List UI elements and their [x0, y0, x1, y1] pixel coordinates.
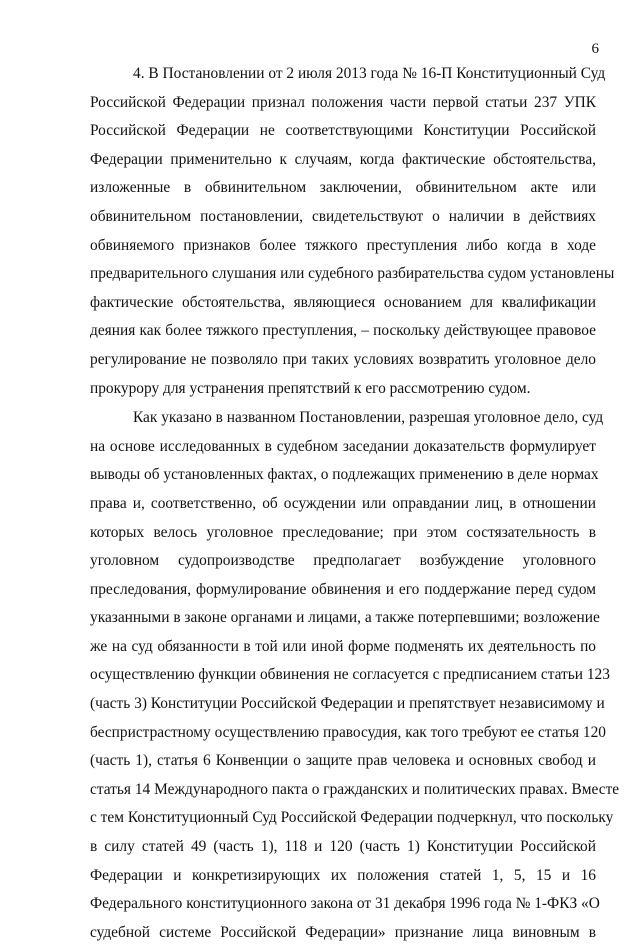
- paragraph-line: предварительного слушания или судебного разбирательства судом установлены: [90, 265, 615, 283]
- paragraph-line: в силу статей 49 (часть 1), 118 и 120 (часть 1) Конституции Российской: [90, 838, 596, 856]
- paragraph-1: [90, 60, 615, 403]
- paragraph-line: Как указано в названном Постановлении, разрешая уголовное дело, суд: [133, 409, 604, 427]
- paragraph-line: указанными в законе органами и лицами, а также потерпевшими; возложение: [90, 609, 600, 627]
- paragraph-line: права и, соответственно, об осуждении или оправдании лиц, в отношении: [90, 494, 596, 512]
- document-body: [90, 60, 620, 947]
- paragraph-line: Федерации применительно к случаям, когда фактические обстоятельства,: [90, 150, 596, 168]
- paragraph-line: фактические обстоятельства, являющиеся основанием для квалификации: [90, 293, 596, 311]
- paragraph-line: выводы об установленных фактах, о подлежащих применению в деле нормах: [90, 466, 599, 484]
- paragraph-line: Российской Федерации не соответствующими Конституции Российской: [90, 122, 596, 140]
- paragraph-line: же на суд обязанности в той или иной форме подменять их деятельность по: [90, 637, 596, 655]
- paragraph-line: Федерации и конкретизирующих их положения статей 1, 5, 15 и 16: [90, 866, 596, 884]
- paragraph-line: 4. В Постановлении от 2 июля 2013 года № 16-П Конституционный Суд: [133, 65, 606, 82]
- paragraph-line: (часть 1), статья 6 Конвенции о защите прав человека и основных свобод и: [90, 752, 596, 770]
- page-number: 6: [591, 41, 599, 57]
- paragraph-line: на основе исследованных в судебном заседании доказательств формулирует: [90, 437, 596, 455]
- paragraph-line: обвиняемого признаков более тяжкого преступления либо когда в ходе: [90, 236, 596, 254]
- paragraph-line: осуществлению функции обвинения не согласуется с предписанием статьи 123: [90, 666, 610, 684]
- paragraph-line: судебной системе Российской Федерации» признание лица виновным в: [90, 923, 596, 941]
- paragraph-line: которых велось уголовное преследование; при этом состязательность в: [90, 523, 596, 541]
- paragraph-line: прокурору для устранения препятствий к его рассмотрению судом.: [90, 379, 531, 397]
- paragraph-line: беспристрастному осуществлению правосудия, как того требуют ее статья 120: [90, 723, 606, 741]
- paragraph-line: изложенные в обвинительном заключении, обвинительном акте или: [90, 179, 596, 197]
- paragraph-line: статья 14 Международного пакта о гражданских и политических правах. Вместе: [90, 780, 620, 798]
- paragraph-line: Федерального конституционного закона от 31 декабря 1996 года № 1-ФКЗ «О: [90, 895, 600, 913]
- paragraph-line: регулирование не позволяло при таких условиях возвратить уголовное дело: [90, 350, 596, 368]
- paragraph-line: с тем Конституционный Суд Российской Федерации подчеркнул, что поскольку: [90, 809, 614, 827]
- paragraph-line: преследования, формулирование обвинения и его поддержание перед судом: [90, 580, 596, 598]
- paragraph-line: уголовном судопроизводстве предполагает возбуждение уголовного: [90, 552, 596, 570]
- paragraph-line: Российской Федерации признал положения части первой статьи 237 УПК: [90, 93, 596, 111]
- paragraph-line: (часть 3) Конституции Российской Федерации и препятствует независимому и: [90, 695, 605, 713]
- paragraph-2: [90, 404, 620, 947]
- paragraph-line: обвинительном постановлении, свидетельствуют о наличии в действиях: [90, 207, 596, 225]
- paragraph-line: деяния как более тяжкого преступления, – поскольку действующее правовое: [90, 322, 596, 340]
